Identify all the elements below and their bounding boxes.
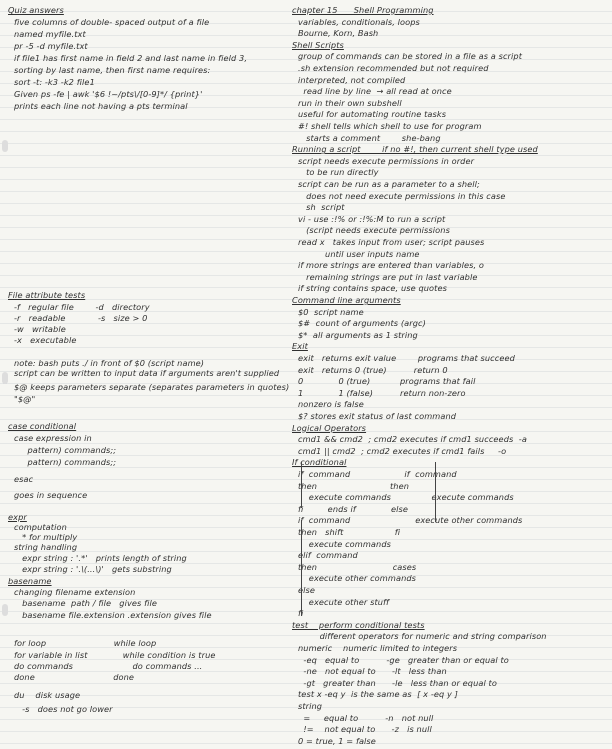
left-note-line: esac bbox=[14, 474, 34, 484]
right-note-line: execute other stuff bbox=[298, 596, 390, 607]
left-note-line: for variable in list while condition is true bbox=[14, 650, 216, 660]
right-note-line: Running a script if no #!, then current shell type used bbox=[292, 144, 538, 155]
left-note-line: pr -5 -d myfile.txt bbox=[14, 41, 88, 51]
left-note-line: expr bbox=[8, 512, 27, 522]
right-note-line: Logical Operators bbox=[292, 422, 367, 433]
right-note-line: then shift fi bbox=[298, 527, 401, 537]
right-note-line: sh script bbox=[298, 202, 345, 213]
right-note-line: run in their own subshell bbox=[298, 97, 402, 108]
left-note-line: for loop while loop bbox=[14, 638, 157, 648]
left-note-line: pattern) commands;; bbox=[14, 457, 117, 467]
right-note-line: nonzero is false bbox=[298, 399, 364, 410]
right-note-line: != not equal to -z is null bbox=[298, 724, 432, 735]
right-note-line: string bbox=[298, 701, 323, 711]
left-note-line: sorting by last name, then first name requires: bbox=[14, 65, 211, 75]
right-note-line: fi bbox=[298, 608, 304, 619]
right-note-line: execute commands execute commands bbox=[298, 492, 514, 503]
right-note-line: $# count of arguments (argc) bbox=[298, 318, 426, 329]
right-note-line: script needs execute permissions in order bbox=[298, 155, 475, 166]
left-note-line: Given ps -fe | awk '$6 !~/pts\/[0-9]*/ {print}' bbox=[14, 89, 203, 99]
binder-hole bbox=[2, 372, 8, 384]
right-note-line: different operators for numeric and string comparison bbox=[298, 631, 547, 642]
right-note-line: if command execute other commands bbox=[298, 515, 523, 526]
left-note-line: prints each line not having a pts terminal bbox=[14, 101, 188, 111]
left-note-line: do commands do commands ... bbox=[14, 661, 203, 671]
right-note-line: then then bbox=[298, 480, 410, 491]
left-note-line: pattern) commands;; bbox=[14, 445, 117, 455]
right-note-line: 1 1 (false) return non-zero bbox=[298, 387, 466, 398]
right-note-line: test perform conditional tests bbox=[292, 619, 425, 630]
right-note-line: $? stores exit status of last command bbox=[298, 411, 457, 421]
right-note-line: chapter 15 Shell Programming bbox=[292, 5, 434, 15]
left-note-line: -s does not go lower bbox=[14, 704, 113, 714]
if-else-bracket bbox=[435, 462, 436, 522]
right-note-line: Shell Scripts bbox=[292, 39, 344, 50]
elif-bracket bbox=[301, 520, 302, 616]
left-note-line: "$@" bbox=[14, 394, 36, 404]
left-note-line: basename file.extension .extension gives file bbox=[14, 610, 212, 620]
right-note-line: -gt greater than -le less than or equal to bbox=[298, 677, 497, 688]
left-note-line: -w writable bbox=[14, 324, 66, 334]
left-note-line: -f regular file -d directory bbox=[14, 302, 150, 312]
right-note-line: if more strings are entered than variables, o bbox=[298, 260, 485, 271]
left-note-line: changing filename extension bbox=[14, 587, 136, 597]
left-note-line: script can be written to input data if arguments aren't supplied bbox=[14, 368, 280, 378]
right-note-line: -ne not equal to -lt less than bbox=[298, 666, 447, 677]
right-note-line: vi - use :!% or :!%:M to run a script bbox=[298, 213, 446, 224]
right-note-line: useful for automating routine tasks bbox=[298, 109, 447, 120]
right-note-line: cmd1 || cmd2 ; cmd2 executes if cmd1 fails -o bbox=[298, 445, 507, 456]
binder-hole bbox=[2, 140, 8, 152]
right-note-line: Bourne, Korn, Bash bbox=[298, 28, 379, 39]
right-note-line: else bbox=[298, 585, 316, 595]
right-note-line: variables, conditionals, loops bbox=[298, 16, 420, 27]
right-note-line: cmd1 && cmd2 ; cmd2 executes if cmd1 succeeds -a bbox=[298, 434, 527, 445]
right-note-line: read x takes input from user; script pauses bbox=[298, 237, 485, 247]
right-note-line: group of commands can be stored in a file as a script bbox=[298, 51, 523, 62]
right-note-line: then cases bbox=[298, 561, 417, 572]
right-note-line: until user inputs name bbox=[298, 248, 420, 259]
right-note-line: execute other commands bbox=[298, 573, 417, 584]
if-bracket bbox=[301, 462, 302, 508]
right-note-line: if command if command bbox=[298, 469, 457, 479]
right-note-line: fi ends if else bbox=[298, 503, 408, 514]
right-note-line: .sh extension recommended but not required bbox=[298, 63, 489, 73]
right-note-line: 0 0 (true) programs that fail bbox=[298, 376, 476, 387]
right-note-line: $* all arguments as 1 string bbox=[298, 329, 418, 340]
right-note-line: = equal to -n not null bbox=[298, 712, 434, 723]
left-note-line: -r readable -s size > 0 bbox=[14, 313, 148, 323]
right-note-line: to be run directly bbox=[298, 167, 379, 178]
left-note-line: computation bbox=[14, 522, 67, 532]
right-note-line: 0 = true, 1 = false bbox=[298, 735, 376, 746]
left-note-line: note: bash puts ./ in front of $0 (script name) bbox=[14, 358, 205, 368]
right-note-line: -eq equal to -ge greater than or equal to bbox=[298, 654, 509, 665]
right-note-line: does not need execute permissions in this case bbox=[298, 190, 506, 201]
left-note-line: case conditional bbox=[8, 421, 77, 431]
right-note-line: #! shell tells which shell to use for program bbox=[298, 121, 482, 131]
right-note-line: (script needs execute permissions bbox=[298, 225, 450, 236]
left-note-line: string handling bbox=[14, 542, 78, 552]
right-note-line: script can be run as a parameter to a shell; bbox=[298, 179, 480, 189]
right-note-line: elif command bbox=[298, 550, 358, 561]
right-note-line: read line by line → all read at once bbox=[298, 86, 452, 97]
left-note-line: expr string : '.*' prints length of string bbox=[14, 553, 187, 563]
left-note-line: five columns of double- spaced output of a file bbox=[14, 17, 210, 27]
right-note-line: starts a comment she-bang bbox=[298, 132, 441, 143]
right-note-line: test x -eq y is the same as [ x -eq y ] bbox=[298, 689, 458, 700]
right-note-line: Exit bbox=[292, 341, 308, 352]
right-note-line: If conditional bbox=[292, 457, 347, 468]
right-note-line: numeric numeric limited to integers bbox=[298, 643, 458, 653]
right-note-line: execute commands bbox=[298, 538, 392, 549]
left-note-line: named myfile.txt bbox=[14, 29, 86, 39]
left-note-line: basename bbox=[8, 576, 52, 586]
left-note-line: sort -t: -k3 -k2 file1 bbox=[14, 77, 95, 87]
left-note-line: done done bbox=[14, 672, 135, 682]
right-note-line: exit returns 0 (true) return 0 bbox=[298, 364, 448, 375]
left-note-line: if file1 has first name in field 2 and last name in field 3, bbox=[14, 53, 248, 63]
right-note-line: exit returns exit value programs that succeed bbox=[298, 353, 515, 363]
left-note-line: du disk usage bbox=[14, 690, 81, 700]
right-note-line: interpreted, not compiled bbox=[298, 74, 406, 85]
left-note-line: Quiz answers bbox=[8, 5, 64, 15]
left-note-line: case expression in bbox=[14, 433, 92, 443]
right-note-line: Command line arguments bbox=[292, 295, 401, 305]
right-note-line: if string contains space, use quotes bbox=[298, 283, 447, 294]
left-note-line: $@ keeps parameters separate (separates parameters in quotes) bbox=[14, 382, 290, 392]
left-note-line: File attribute tests bbox=[8, 290, 86, 300]
left-note-line: expr string : '.\(...\)' gets substring bbox=[14, 564, 172, 574]
left-note-line: -x executable bbox=[14, 335, 77, 345]
left-note-line: basename path / file gives file bbox=[14, 598, 157, 608]
right-note-line: $0 script name bbox=[298, 306, 364, 317]
right-note-line: remaining strings are put in last variable bbox=[298, 271, 478, 282]
left-note-line: * for multiply bbox=[14, 532, 78, 542]
left-note-line: goes in sequence bbox=[14, 490, 88, 500]
binder-hole bbox=[2, 604, 8, 616]
